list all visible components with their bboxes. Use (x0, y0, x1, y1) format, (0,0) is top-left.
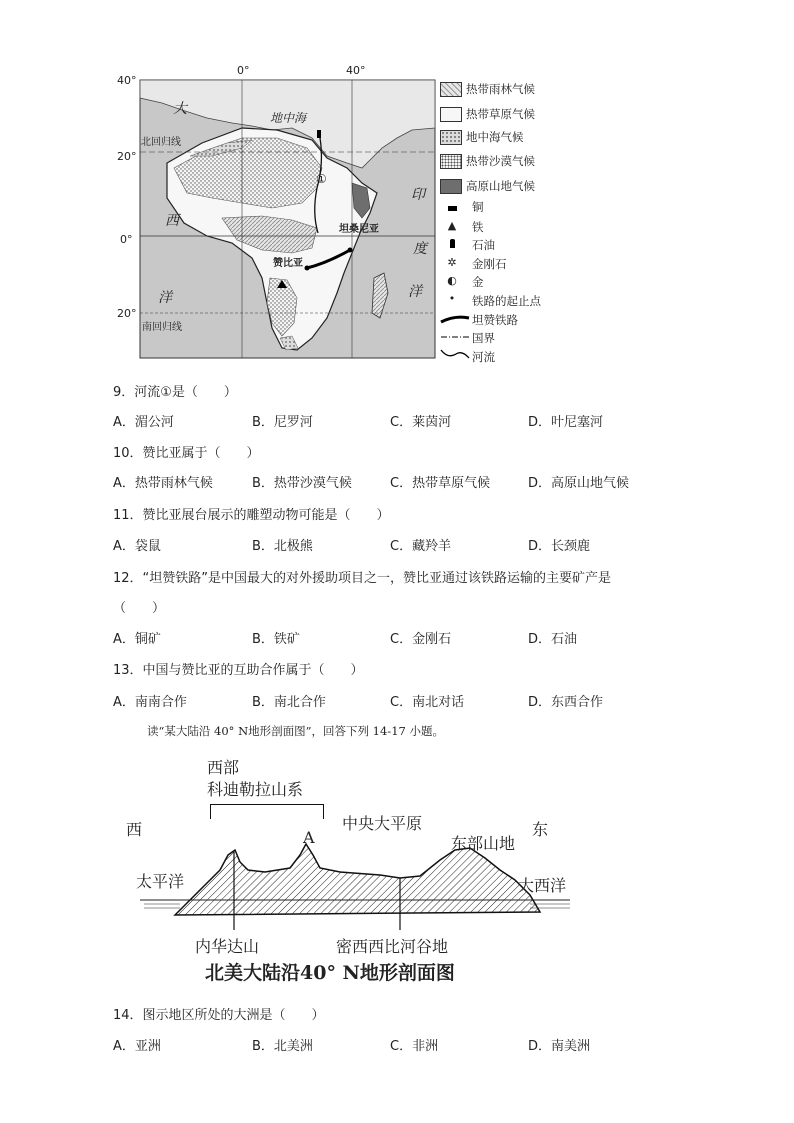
question-10-stem: 10．赞比亚属于（ ） (113, 446, 260, 461)
legend-diamond-label: 金刚石 (472, 257, 507, 271)
desert-swatch-icon (440, 154, 462, 169)
border-icon (440, 328, 470, 347)
question-11-stem: 11．赞比亚展台展示的雕塑动物可能是（ ） (113, 508, 390, 523)
q14-option-b[interactable]: B．北美洲 (252, 1039, 313, 1054)
legend-desert: 热带沙漠气候 (440, 152, 570, 170)
tanzam-railway-icon (440, 310, 470, 329)
q10-option-d[interactable]: D．高原山地气候 (528, 476, 630, 491)
legend-border-label: 国界 (472, 331, 495, 345)
question-14-stem: 14．图示地区所处的大洲是（ ） (113, 1008, 325, 1023)
q9-option-a[interactable]: A．湄公河 (113, 415, 174, 430)
pacific-label: 太平洋 (136, 872, 185, 891)
q12-option-c[interactable]: C．金刚石 (390, 632, 452, 647)
legend-endpoint-label: 铁路的起止点 (472, 294, 541, 308)
central-plain-label: 中央大平原 (342, 814, 423, 833)
nevada-label: 内华达山 (195, 937, 260, 956)
q9-option-c[interactable]: C．莱茵河 (390, 415, 452, 430)
oil-icon (445, 238, 459, 251)
river-icon (440, 346, 470, 365)
q10-option-c[interactable]: C．热带草原气候 (390, 476, 491, 491)
q14-option-a[interactable]: A．亚洲 (113, 1039, 161, 1054)
lon-label-40: 40° (346, 64, 366, 77)
copper-icon (445, 201, 459, 214)
zambia-label: 赞比亚 (273, 258, 303, 269)
ocean-indian-2: 度 (413, 241, 427, 257)
cordillera-label: 科迪勒拉山系 (207, 780, 304, 799)
q11-option-d[interactable]: D．长颈鹿 (528, 539, 591, 554)
question-12-stem-cont: （ ） (113, 601, 166, 616)
q11-option-c[interactable]: C．藏羚羊 (390, 539, 452, 554)
legend-iron-label: 铁 (472, 220, 484, 234)
legend-river-label: 河流 (472, 350, 495, 364)
legend-railway-label: 坦赞铁路 (472, 313, 518, 327)
ocean-atlantic-1: 大 (173, 101, 187, 117)
cordillera-bracket (210, 804, 324, 819)
eastern-highlands-label: 东部山地 (451, 834, 516, 853)
instruction-text: 读“某大陆沿 40° N地形剖面图”，回答下列 14-17 小题。 (147, 724, 444, 738)
lat-label-20n: 20° (117, 150, 137, 163)
q13-option-c[interactable]: C．南北对话 (390, 695, 465, 710)
river-marker: ① (316, 172, 327, 186)
legend-highland: 高原山地气候 (440, 177, 570, 195)
ocean-indian-3: 洋 (408, 284, 422, 300)
ocean-indian-1: 印 (411, 187, 425, 203)
gold-icon: ◐ (447, 274, 457, 287)
q9-option-b[interactable]: B．尼罗河 (252, 415, 313, 430)
q14-option-d[interactable]: D．南美洲 (528, 1039, 591, 1054)
q10-option-a[interactable]: A．热带雨林气候 (113, 476, 213, 491)
ocean-atlantic-3: 洋 (158, 290, 172, 306)
mississippi-label: 密西西比河谷地 (336, 937, 449, 956)
q9-option-d[interactable]: D．叶尼塞河 (528, 415, 604, 430)
iron-icon: ▲ (447, 219, 457, 232)
lat-label-40n: 40° (117, 74, 137, 87)
railway-endpoint-icon: • (448, 292, 456, 305)
q11-option-a[interactable]: A．袋鼠 (113, 539, 161, 554)
atlantic-label: 大西洋 (518, 876, 567, 895)
legend-oil-label: 石油 (472, 238, 495, 252)
q13-option-a[interactable]: A．南南合作 (113, 695, 187, 710)
tropic-capricorn-label: 南回归线 (142, 318, 182, 333)
mediterranean-swatch-icon (440, 130, 462, 145)
legend-gold-label: 金 (472, 275, 484, 289)
rainforest-swatch-icon (440, 82, 462, 97)
tropic-cancer-label: 北回归线 (141, 133, 181, 148)
q11-option-b[interactable]: B．北极熊 (252, 539, 313, 554)
lat-label-20s: 20° (117, 307, 137, 320)
question-9-stem: 9．河流①是（ ） (113, 385, 237, 400)
west-region-label: 西部 (207, 758, 240, 777)
point-a-label: A (303, 828, 315, 847)
ocean-atlantic-2: 西 (165, 213, 179, 229)
q13-option-d[interactable]: D．东西合作 (528, 695, 604, 710)
q12-option-a[interactable]: A．铜矿 (113, 632, 161, 647)
legend-med: 地中海气候 (440, 128, 570, 146)
mediterranean-label: 地中海 (270, 111, 307, 125)
savanna-swatch-icon (440, 107, 462, 122)
q12-option-b[interactable]: B．铁矿 (252, 632, 300, 647)
lat-label-0: 0° (120, 233, 133, 246)
east-direction-label: 东 (532, 820, 549, 839)
q10-option-b[interactable]: B．热带沙漠气候 (252, 476, 352, 491)
profile-caption: 北美大陆沿40° N地形剖面图 (205, 962, 455, 984)
lon-label-0: 0° (237, 64, 250, 77)
highland-swatch-icon (440, 179, 462, 194)
west-direction-label: 西 (126, 820, 143, 839)
q12-option-d[interactable]: D．石油 (528, 632, 578, 647)
legend-copper-label: 铜 (472, 200, 484, 214)
legend-rain: 热带雨林气候 (440, 80, 570, 98)
q13-option-b[interactable]: B．南北合作 (252, 695, 326, 710)
diamond-icon: ✲ (447, 256, 457, 269)
q14-option-c[interactable]: C．非洲 (390, 1039, 439, 1054)
question-12-stem: 12．“坦赞铁路”是中国最大的对外援助项目之一，赞比亚通过该铁路运输的主要矿产是 (113, 571, 612, 586)
legend-savanna: 热带草原气候 (440, 105, 570, 123)
tanzania-label: 坦桑尼亚 (339, 224, 379, 235)
question-13-stem: 13．中国与赞比亚的互助合作属于（ ） (113, 663, 364, 678)
